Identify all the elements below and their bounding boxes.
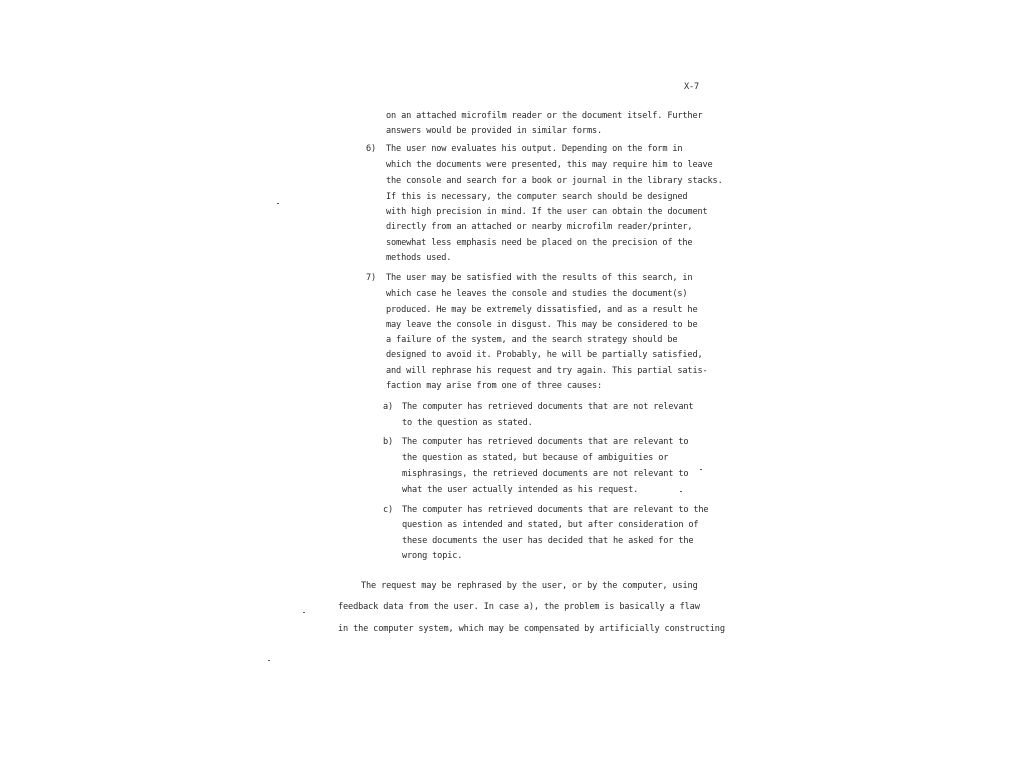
list-marker: 6) bbox=[366, 144, 377, 154]
text-line: may leave the console in disgust. This may be considered to be bbox=[386, 320, 698, 330]
text-line: answers would be provided in similar forms. bbox=[386, 126, 603, 136]
text-line: If this is necessary, the computer search should be designed bbox=[386, 192, 688, 202]
text-line: methods used. bbox=[386, 253, 452, 263]
text-line: The computer has retrieved documents that are not relevant bbox=[402, 402, 694, 412]
text-line: The request may be rephrased by the user, or by the computer, using bbox=[361, 581, 698, 591]
text-line: a failure of the system, and the search strategy should be bbox=[386, 335, 678, 345]
scan-speck bbox=[700, 469, 702, 470]
text-line: The computer has retrieved documents that are relevant to the bbox=[402, 505, 709, 515]
text-line: which the documents were presented, this may require him to leave bbox=[386, 160, 713, 170]
text-line: and will rephrase his request and try again. This partial satis- bbox=[386, 366, 708, 376]
scan-speck bbox=[303, 612, 305, 613]
scan-speck bbox=[268, 660, 270, 661]
text-line: which case he leaves the console and studies the document(s) bbox=[386, 289, 688, 299]
text-line: directly from an attached or nearby microfilm reader/printer, bbox=[386, 222, 693, 232]
text-line: what the user actually intended as his request. bbox=[402, 485, 639, 495]
text-line: on an attached microfilm reader or the document itself. Further bbox=[386, 111, 703, 121]
text-line: produced. He may be extremely dissatisfied, and as a result he bbox=[386, 305, 698, 315]
text-line: question as intended and stated, but after consideration of bbox=[402, 520, 699, 530]
text-line: The computer has retrieved documents that are relevant to bbox=[402, 437, 689, 447]
text-line: somewhat less emphasis need be placed on the precision of the bbox=[386, 238, 693, 248]
page-number: X-7 bbox=[684, 82, 700, 92]
text-line: The user may be satisfied with the results of this search, in bbox=[386, 273, 693, 283]
text-line: faction may arise from one of three causes: bbox=[386, 381, 603, 391]
text-line: wrong topic. bbox=[402, 551, 463, 561]
text-line: misphrasings, the retrieved documents are not relevant to bbox=[402, 469, 689, 479]
text-line: designed to avoid it. Probably, he will be partially satisfied, bbox=[386, 350, 703, 360]
text-line: with high precision in mind. If the user can obtain the document bbox=[386, 207, 708, 217]
text-line: in the computer system, which may be compensated by artificially constructing bbox=[338, 624, 725, 634]
text-line: feedback data from the user. In case a), the problem is basically a flaw bbox=[338, 602, 700, 612]
list-marker: a) bbox=[383, 402, 394, 412]
text-line: the console and search for a book or journal in the library stacks. bbox=[386, 176, 723, 186]
text-line: The user now evaluates his output. Depending on the form in bbox=[386, 144, 683, 154]
scan-speck bbox=[680, 491, 682, 492]
text-line: the question as stated, but because of ambiguities or bbox=[402, 453, 669, 463]
scan-speck bbox=[277, 203, 279, 204]
text-line: to the question as stated. bbox=[402, 418, 533, 428]
text-line: these documents the user has decided that he asked for the bbox=[402, 536, 694, 546]
list-marker: c) bbox=[383, 505, 394, 515]
list-marker: 7) bbox=[366, 273, 377, 283]
list-marker: b) bbox=[383, 437, 394, 447]
